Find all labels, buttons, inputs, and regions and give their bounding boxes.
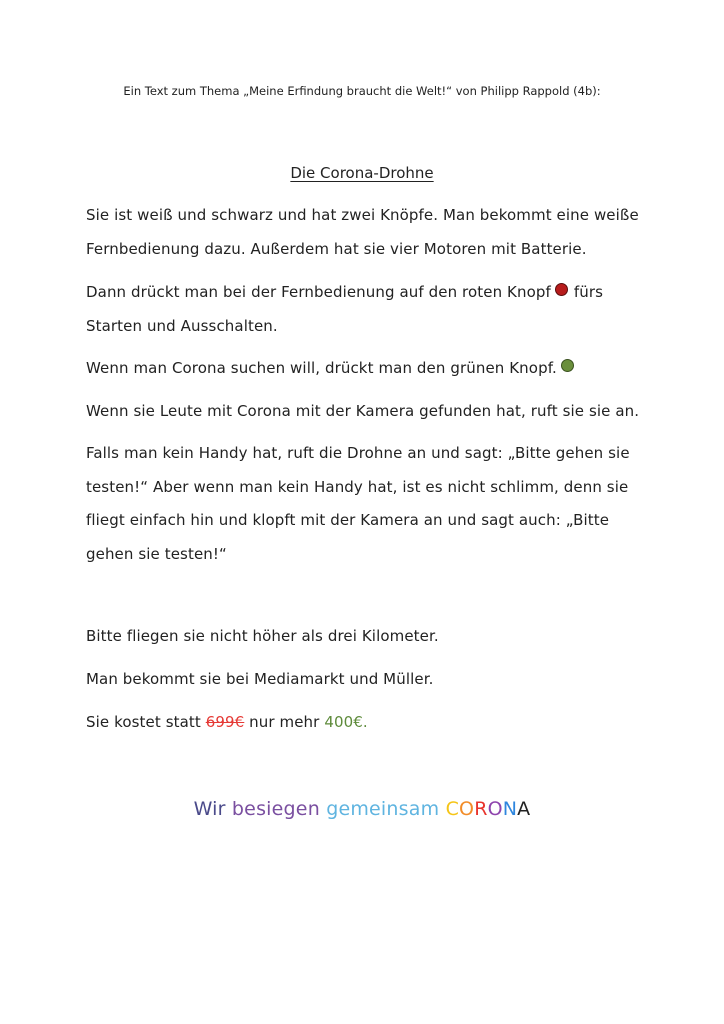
slogan-word-gemeinsam: gemeinsam <box>326 798 440 820</box>
red-button-icon <box>555 283 568 296</box>
paragraph-line-2: Fernbedienung dazu. Außerdem hat sie vier Motoren mit Batterie. <box>86 240 587 258</box>
paragraph-line-7: Falls man kein Handy hat, ruft die Drohne an und sagt: „Bitte gehen sie <box>86 444 630 462</box>
new-price: 400€. <box>324 713 368 731</box>
slogan-word-besiegen: besiegen <box>231 798 320 820</box>
paragraph-line-6: Wenn sie Leute mit Corona mit der Kamera gefunden hat, ruft sie sie an. <box>86 402 640 420</box>
slogan-word-wir: Wir <box>193 798 226 820</box>
slogan-letter-o: O <box>459 798 475 820</box>
paragraph-line-3 <box>86 283 603 301</box>
slogan-letter-n: N <box>502 798 518 820</box>
slogan-letter-c: C <box>445 798 460 820</box>
paragraph-line-9: fliegt einfach hin und klopft mit der Kamera an und sagt auch: „Bitte <box>86 511 610 529</box>
paragraph-line-12: Man bekommt sie bei Mediamarkt und Müller. <box>86 670 434 688</box>
paragraph-line-8: testen!“ Aber wenn man kein Handy hat, ist es nicht schlimm, denn sie <box>86 478 629 496</box>
paragraph-line-5-text: Wenn man Corona suchen will, drückt man den grünen Knopf. <box>86 359 557 377</box>
price-line-middle: nur mehr <box>249 713 320 731</box>
document-title-text: Die Corona-Drohne <box>290 164 434 182</box>
green-button-icon <box>561 359 574 372</box>
price-line <box>86 713 368 731</box>
paragraph-line-4: Starten und Ausschalten. <box>86 317 278 335</box>
intro-line: Ein Text zum Thema „Meine Erfindung braucht die Welt!“ von Philipp Rappold (4b): <box>123 84 601 98</box>
paragraph-line-3-tail: fürs <box>573 283 604 301</box>
slogan <box>0 798 724 820</box>
paragraph-line-10: gehen sie testen!“ <box>86 545 227 563</box>
paragraph-line-1: Sie ist weiß und schwarz und hat zwei Knöpfe. Man bekommt eine weiße <box>86 206 639 224</box>
paragraph-line-5 <box>86 359 580 377</box>
paragraph-line-11: Bitte fliegen sie nicht höher als drei Kilometer. <box>86 627 439 645</box>
paragraph-line-3-text: Dann drückt man bei der Fernbedienung auf den roten Knopf <box>86 283 551 301</box>
document-title <box>0 164 724 182</box>
slogan-letter-r: R <box>474 798 488 820</box>
old-price: 699€ <box>205 713 245 731</box>
slogan-letter-a: A <box>517 798 531 820</box>
slogan-word-corona <box>446 798 531 820</box>
slogan-letter-o2: O <box>487 798 503 820</box>
price-line-prefix: Sie kostet statt <box>86 713 201 731</box>
